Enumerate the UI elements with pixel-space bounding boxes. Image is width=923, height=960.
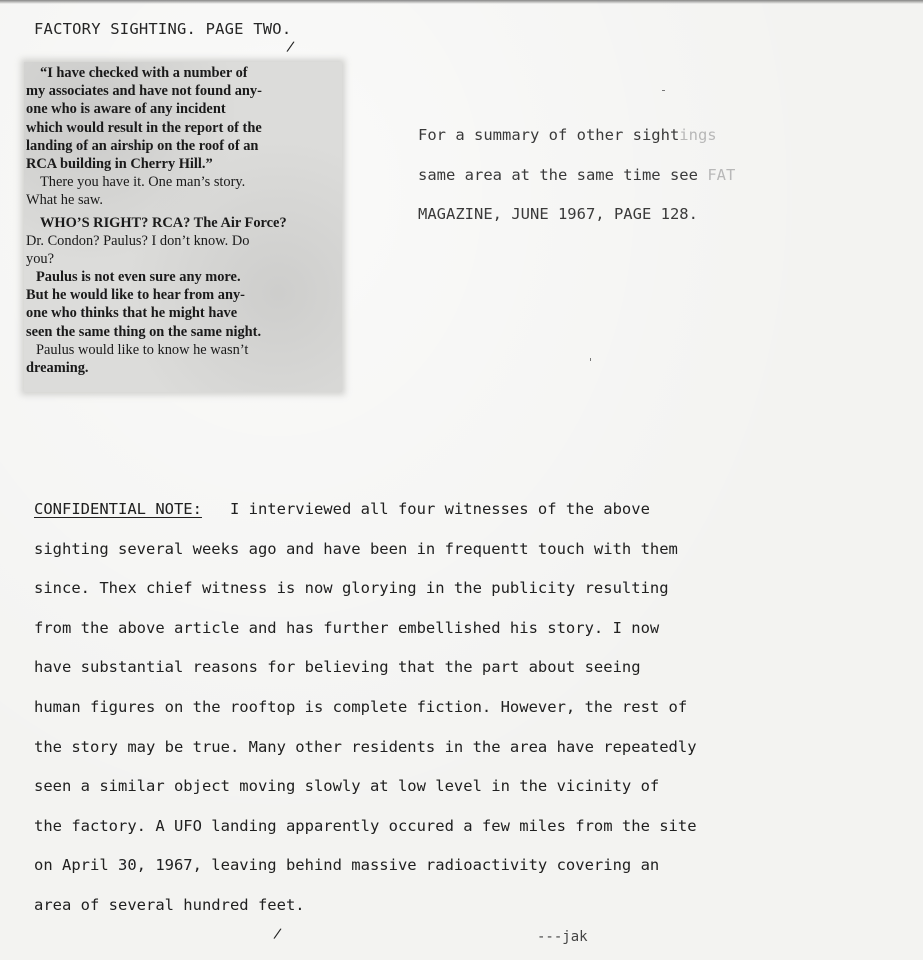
clipping-line: you? [26, 250, 54, 267]
confidential-note [34, 490, 697, 926]
signature: ---jak [537, 929, 588, 945]
clipping-line: But he would like to hear from any- [26, 287, 245, 304]
summary-line-text: For a summary of other sight [418, 126, 680, 144]
summary-faded-text: FAT [707, 165, 736, 184]
clipping-line: Paulus is not even sure any more. [36, 269, 241, 286]
note-first-line [34, 490, 697, 530]
clipping-line: my associates and have not found any- [26, 83, 262, 100]
clipping-line: seen the same thing on the same night. [26, 323, 262, 340]
clipping-line: landing of an airship on the roof of an [26, 137, 259, 154]
note-line: the story may be true. Many other residents in the area have repeatedly [34, 737, 697, 756]
note-line-text: I interviewed all four witnesses of the above [201, 500, 650, 518]
clipping-line: dreaming. [26, 360, 89, 376]
summary-line [418, 195, 735, 235]
summary-line-text: same area at the same time see [418, 165, 698, 184]
clipping-text [26, 64, 336, 377]
page-header: FACTORY SIGHTING. PAGE TWO. [34, 20, 292, 38]
note-line: area of several hundred feet. [34, 895, 305, 914]
summary-faded-text: ings [679, 126, 717, 144]
note-line: have substantial reasons for believing that the part about seeing [34, 658, 641, 677]
note-line: seen a similar object moving slowly at low level in the vicinity of [34, 777, 660, 796]
pen-mark: / [272, 925, 283, 943]
clipping-line: There you have it. One man’s story. [40, 174, 246, 191]
clipping-subheading: WHO’S RIGHT? RCA? The Air Force? [40, 214, 287, 231]
clipping-line: one who thinks that he might have [26, 305, 238, 322]
summary-reference [418, 116, 735, 235]
summary-line-text: MAGAZINE, JUNE 1967, PAGE 128. [418, 205, 698, 223]
clipping-line: which would result in the report of the [26, 119, 262, 136]
paper-speck [662, 90, 665, 91]
paper-speck [590, 358, 591, 361]
note-line: since. Thex chief witness is now glorying in the publicity resulting [34, 579, 669, 598]
note-line: from the above article and has further embellished his story. I now [34, 618, 660, 637]
note-heading: CONFIDENTIAL NOTE: [34, 500, 202, 518]
summary-line [418, 156, 735, 196]
clipping-line: Dr. Condon? Paulus? I don’t know. Do [26, 232, 250, 249]
pen-mark: / [285, 38, 296, 56]
clipping-line: What he saw. [26, 192, 103, 209]
summary-line [418, 116, 735, 156]
clipping-line: Paulus would like to know he wasn’t [36, 341, 249, 358]
clipping-line: “I have checked with a number of [40, 65, 248, 81]
note-line: sighting several weeks ago and have been in frequentt touch with them [34, 539, 678, 558]
clipping-line: one who is aware of any incident [26, 101, 226, 118]
clipping-line: RCA building in Cherry Hill.” [26, 155, 213, 172]
note-line: on April 30, 1967, leaving behind massive radioactivity covering an [34, 856, 660, 875]
note-line: the factory. A UFO landing apparently occured a few miles from the site [34, 816, 697, 835]
page-top-edge [0, 0, 923, 4]
note-line: human figures on the rooftop is complete fiction. However, the rest of [34, 697, 688, 716]
